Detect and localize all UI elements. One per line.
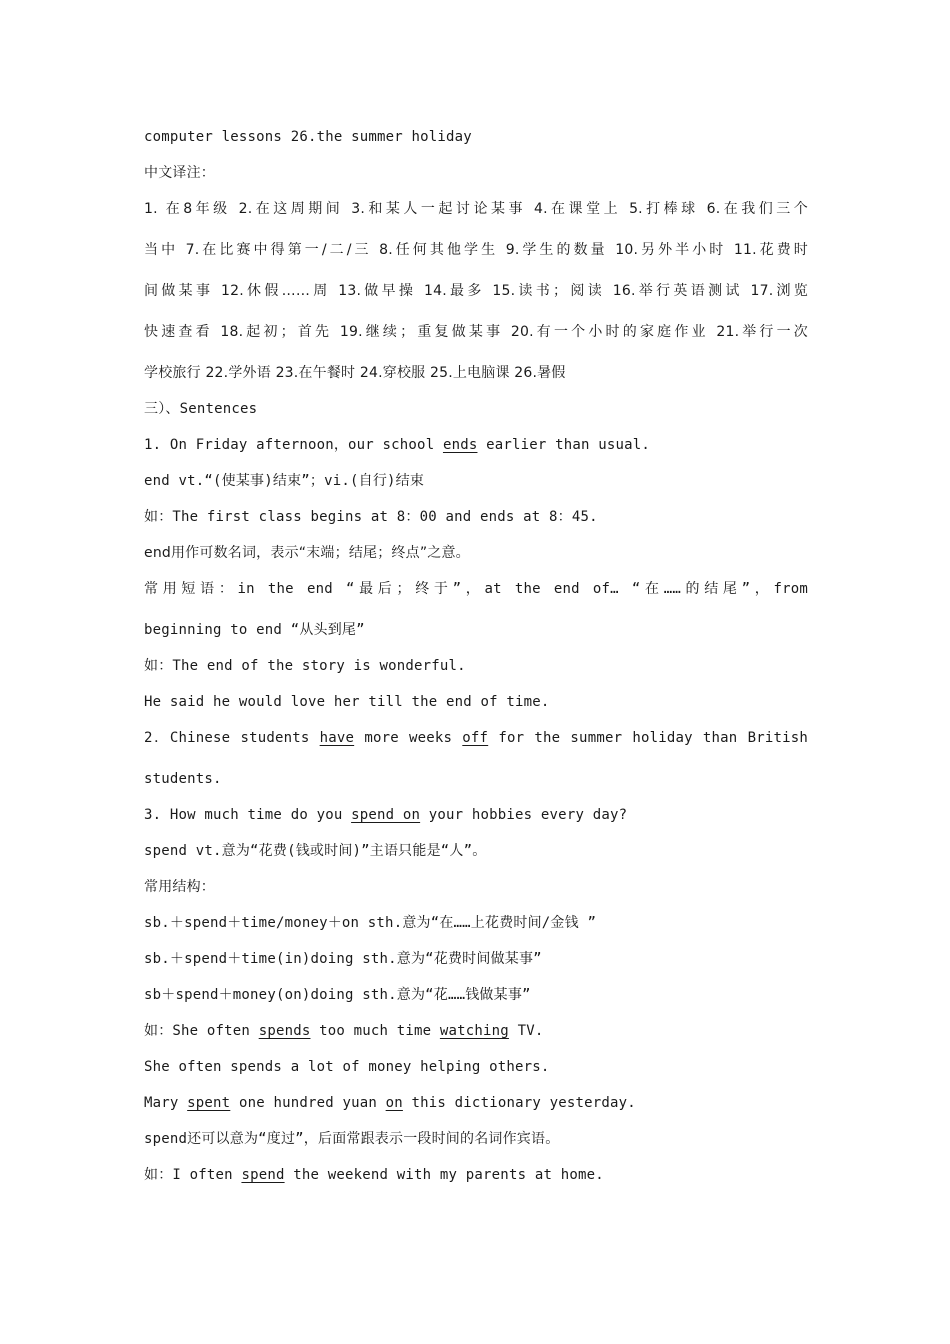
sentence-text: earlier than usual. [477, 437, 651, 453]
sentence-3 [144, 806, 627, 824]
sentence-text: your hobbies every day? [420, 807, 628, 823]
underlined-word: spend [241, 1167, 285, 1183]
structure-line: sb.＋spend＋time(in)doing sth.意为“花费时间做某事” [144, 951, 542, 967]
structure-line: sb＋spend＋money(on)doing sth.意为“花……钱做某事” [144, 987, 531, 1003]
sentence-text: too much time [310, 1023, 440, 1039]
sentence-text: one hundred yuan [230, 1095, 386, 1111]
text-line: 快速查看 18.起初；首先 19.继续；重复做某事 20.有一个小时的家庭作业 21.举行一次 [144, 324, 808, 340]
text-line: 常用结构： [144, 879, 215, 895]
sentence-text: for the summer holiday than British [488, 730, 808, 746]
text-line: computer lessons 26.the summer holiday [144, 129, 472, 145]
example-line: She often spends a lot of money helping others. [144, 1059, 550, 1075]
structure-line: sb.＋spend＋time/money＋on sth.意为“在……上花费时间/金钱 ” [144, 915, 597, 931]
text-line: 当中 7.在比赛中得第一/二/三 8.任何其他学生 9.学生的数量 10.另外半小时 11.花费时 [144, 242, 808, 258]
underlined-word: off [462, 730, 489, 746]
section-heading-sentences: 三）、Sentences [144, 401, 258, 417]
underlined-word: spends [258, 1023, 311, 1039]
underlined-word: ends [442, 437, 478, 453]
example-line: 如：The first class begins at 8：00 and ends at 8：45. [144, 509, 598, 525]
text-line: 间做某事 12.休假……周 13.做早操 14.最多 15.读书；阅读 16.举行英语测试 17.浏览 [144, 283, 808, 299]
text-line: students. [144, 771, 222, 787]
sentence-text: 3. How much time do you [144, 807, 352, 823]
text-line: spend还可以意为“度过”，后面常跟表示一段时间的名词作宾语。 [144, 1131, 560, 1147]
underlined-word: watching [439, 1023, 509, 1039]
underlined-word: have [319, 730, 355, 746]
sentence-text: this dictionary yesterday. [402, 1095, 636, 1111]
sentence-text: 2．Chinese students [144, 730, 320, 746]
example-line [144, 1094, 636, 1112]
sentence-text: more weeks [354, 730, 463, 746]
sentence-text: 如：I often [144, 1167, 242, 1183]
text-line: 1. 在8年级 2.在这周期间 3.和某人一起讨论某事 4.在课堂上 5.打棒球 6.在我们三个 [144, 201, 808, 217]
text-line: end vt.“(使某事)结束”；vi.(自行)结束 [144, 473, 425, 489]
underlined-word: spend on [351, 807, 421, 823]
example-line [144, 1166, 604, 1184]
sentence-1 [144, 436, 650, 454]
sentence-text: Mary [144, 1095, 188, 1111]
section-heading-chinese-notes: 中文译注： [144, 165, 215, 181]
text-line: spend vt.意为“花费(钱或时间)”主语只能是“人”。 [144, 843, 487, 859]
example-line [144, 1022, 543, 1040]
underlined-word: on [385, 1095, 403, 1111]
text-line: 常用短语：in the end “最后；终于”，at the end of… “在……的结尾”，from [144, 581, 808, 597]
underlined-word: spent [187, 1095, 231, 1111]
sentence-text: 1. On Friday afternoon，our school [144, 437, 443, 453]
text-line: 学校旅行 22.学外语 23.在午餐时 24.穿校服 25.上电脑课 26.暑假 [144, 365, 566, 381]
example-line: 如：The end of the story is wonderful. [144, 658, 466, 674]
sentence-2 [144, 729, 808, 747]
text-line: beginning to end “从头到尾” [144, 622, 365, 638]
text-line: end用作可数名词，表示“末端；结尾；终点”之意。 [144, 545, 470, 561]
sentence-text: 如：She often [144, 1023, 259, 1039]
sentence-text: the weekend with my parents at home. [284, 1167, 604, 1183]
sentence-text: TV. [508, 1023, 544, 1039]
example-line: He said he would love her till the end of time. [144, 694, 550, 710]
